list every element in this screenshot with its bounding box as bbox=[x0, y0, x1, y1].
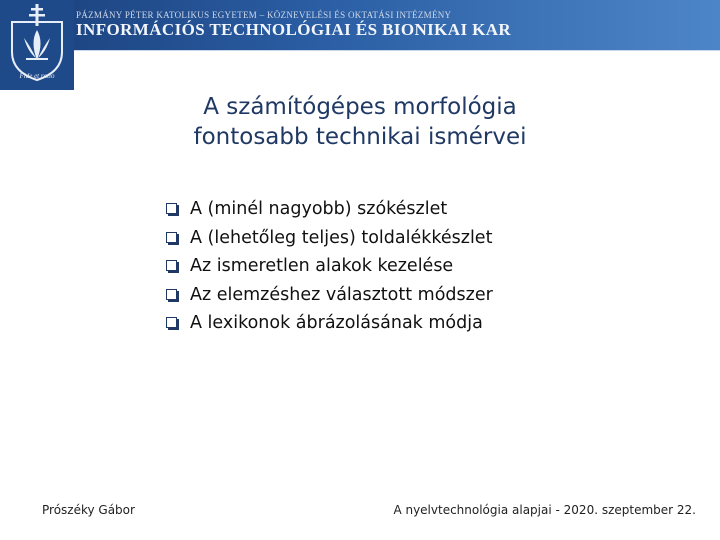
slide-title-line-1: A számítógépes morfológia bbox=[203, 94, 517, 120]
bullet-text: Az ismeretlen alakok kezelése bbox=[190, 256, 454, 276]
slide-title bbox=[100, 92, 620, 152]
university-logo bbox=[0, 0, 74, 90]
bullet-text: A lexikonok ábrázolásának módja bbox=[190, 313, 483, 333]
list-item bbox=[165, 252, 493, 281]
list-item bbox=[165, 281, 493, 310]
checkbox-bullet-icon bbox=[166, 260, 177, 271]
slide-title-line-2: fontosabb technikai ismérvei bbox=[193, 124, 527, 150]
checkbox-bullet-icon bbox=[166, 289, 177, 300]
faculty-name: INFORMÁCIÓS TECHNOLÓGIAI ÉS BIONIKAI KAR bbox=[76, 20, 512, 39]
checkbox-bullet-icon bbox=[166, 203, 177, 214]
list-item bbox=[165, 224, 493, 253]
crest-icon bbox=[0, 0, 74, 90]
university-name: PÁZMÁNY PÉTER KATOLIKUS EGYETEM – KÖZNEVELÉSI ÉS OKTATÁSI INTÉZMÉNY bbox=[76, 10, 452, 20]
footer-course: A nyelvtechnológia alapjai - 2020. szeptember 22. bbox=[393, 503, 696, 517]
footer-author: Prószéky Gábor bbox=[42, 503, 135, 517]
bullet-text: A (minél nagyobb) szókészlet bbox=[190, 199, 448, 219]
checkbox-bullet-icon bbox=[166, 317, 177, 328]
bullet-text: A (lehetőleg teljes) toldalékkészlet bbox=[190, 227, 493, 248]
list-item bbox=[165, 195, 493, 224]
header-divider bbox=[0, 50, 720, 51]
bullet-list bbox=[165, 195, 493, 338]
list-item bbox=[165, 309, 493, 338]
checkbox-bullet-icon bbox=[166, 232, 177, 243]
bullet-text: Az elemzéshez választott módszer bbox=[190, 284, 493, 305]
logo-motto: Fide et ratio bbox=[19, 72, 55, 80]
